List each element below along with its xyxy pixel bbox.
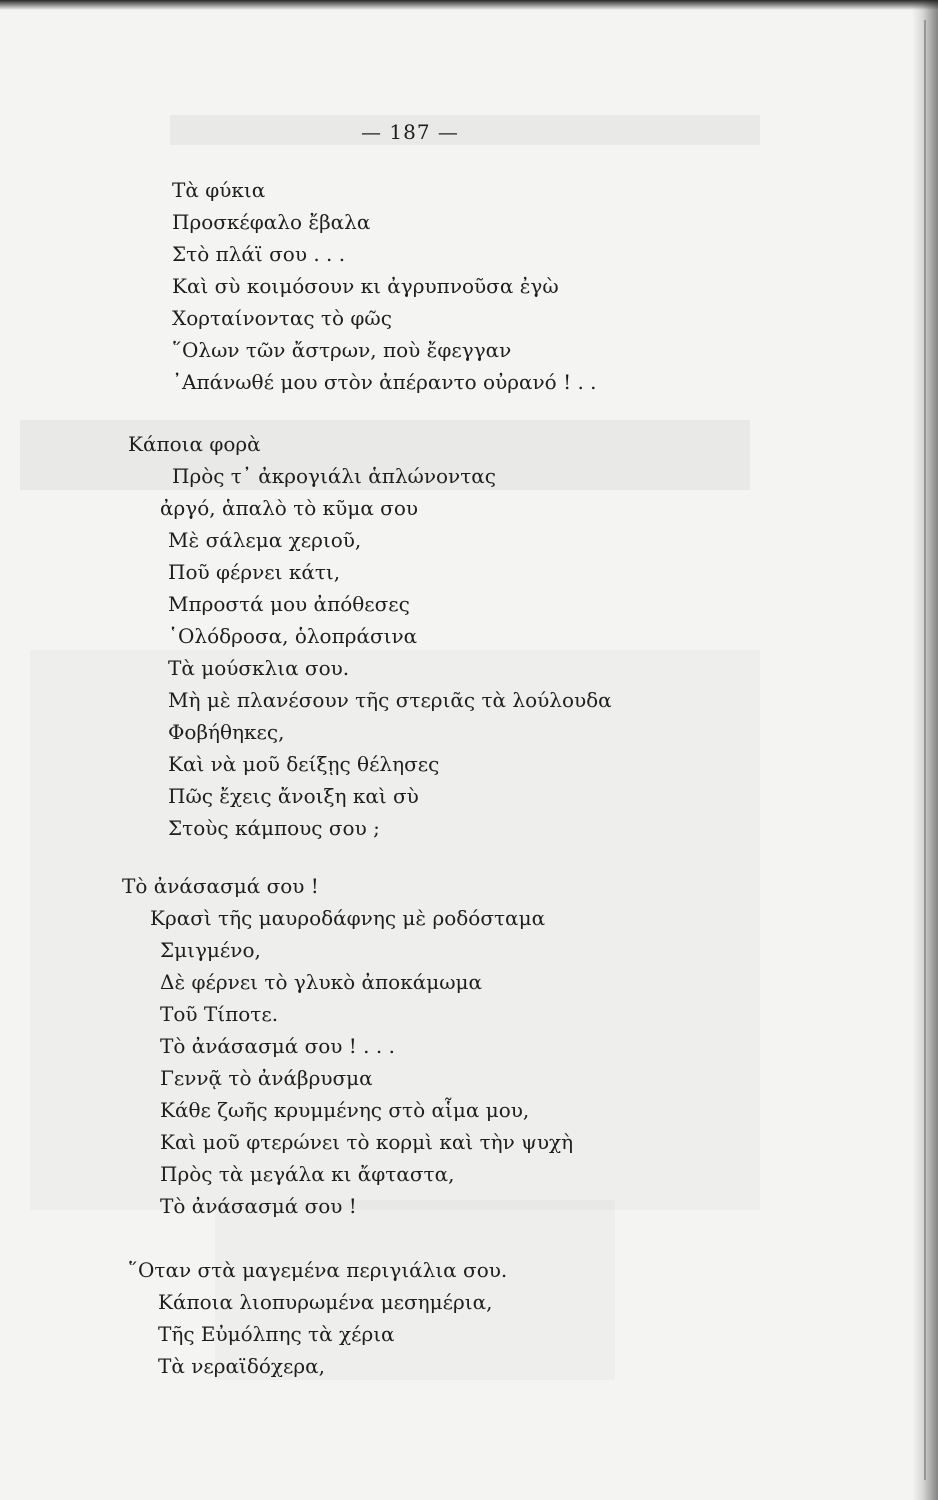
poem-line: Κρασὶ τῆς μαυροδάφνης μὲ ροδόσταμα [150,906,546,930]
poem-line: Γεννᾷ τὸ ἀνάβρυσμα [160,1066,373,1090]
poem-line: Τὰ μούσκλια σου. [168,656,350,680]
poem-line: ῾Ολόδροσα, ὁλοπράσινα [168,624,418,648]
poem-line: Στὸ πλάϊ σου . . . [172,242,346,266]
page-number: — 187 — [361,120,459,144]
poem-line: Καὶ σὺ κοιμόσουν κι ἀγρυπνοῦσα ἐγὼ [172,274,559,298]
poem-line: Προσκέφαλο ἔβαλα [172,210,371,234]
scan-top-shadow [0,0,938,10]
poem-line: Πῶς ἔχεις ἄνοιξη καὶ σὺ [168,784,419,808]
poem-line: Ποῦ φέρνει κάτι, [168,560,341,584]
poem-line: ἀργό, ἁπαλὸ τὸ κῦμα σου [160,496,419,520]
poem-line: Πρὸς τὰ μεγάλα κι ἄφταστα, [160,1162,455,1186]
poem-line: Σμιγμένο, [160,938,261,962]
poem-line: Δὲ φέρνει τὸ γλυκὸ ἀποκάμωμα [160,970,483,994]
poem-line: Κάποια λιοπυρωμένα μεσημέρια, [158,1290,493,1314]
poem-line: Μὴ μὲ πλανέσουν τῆς στεριᾶς τὰ λούλουδα [168,688,612,712]
poem-line: Κάποια φορὰ [128,432,261,456]
poem-line: Μὲ σάλεμα χεριοῦ, [168,528,362,552]
poem-line: Πρὸς τ᾿ ἀκρογιάλι ἁπλώνοντας [172,464,496,488]
poem-line: Φοβήθηκες, [168,720,285,744]
poem-line: Τοῦ Τίποτε. [160,1002,279,1026]
poem-line: Τῆς Εὐμόλπης τὰ χέρια [158,1322,395,1346]
poem-line: Τὰ φύκια [172,178,266,202]
poem-line: Τὸ ἀνάσασμά σου ! . . . [160,1034,395,1058]
scan-page-edge-line [924,20,926,1480]
poem-line: Καὶ νὰ μοῦ δείξῃς θέλησες [168,752,440,776]
poem-line: Μπροστά μου ἀπόθεσες [168,592,410,616]
poem-line: ᾿Απάνωθέ μου στὸν ἀπέραντο οὐρανό ! . . [172,370,597,394]
poem-line: Στοὺς κάμπους σου ; [168,816,380,840]
poem-line: Τὸ ἀνάσασμά σου ! [122,874,319,898]
poem-line: Χορταίνοντας τὸ φῶς [172,306,392,330]
poem-line: ῞Ολων τῶν ἄστρων, ποὺ ἔφεγγαν [172,338,512,362]
poem-line: Τὰ νεραϊδόχερα, [158,1354,326,1378]
poem-line: ῞Οταν στὰ μαγεμένα περιγιάλια σου. [128,1258,508,1282]
poem-line: Τὸ ἀνάσασμά σου ! [160,1194,357,1218]
poem-line: Καὶ μοῦ φτερώνει τὸ κορμὶ καὶ τὴν ψυχὴ [160,1130,574,1154]
poem-line: Κάθε ζωῆς κρυμμένης στὸ αἷμα μου, [160,1098,530,1122]
